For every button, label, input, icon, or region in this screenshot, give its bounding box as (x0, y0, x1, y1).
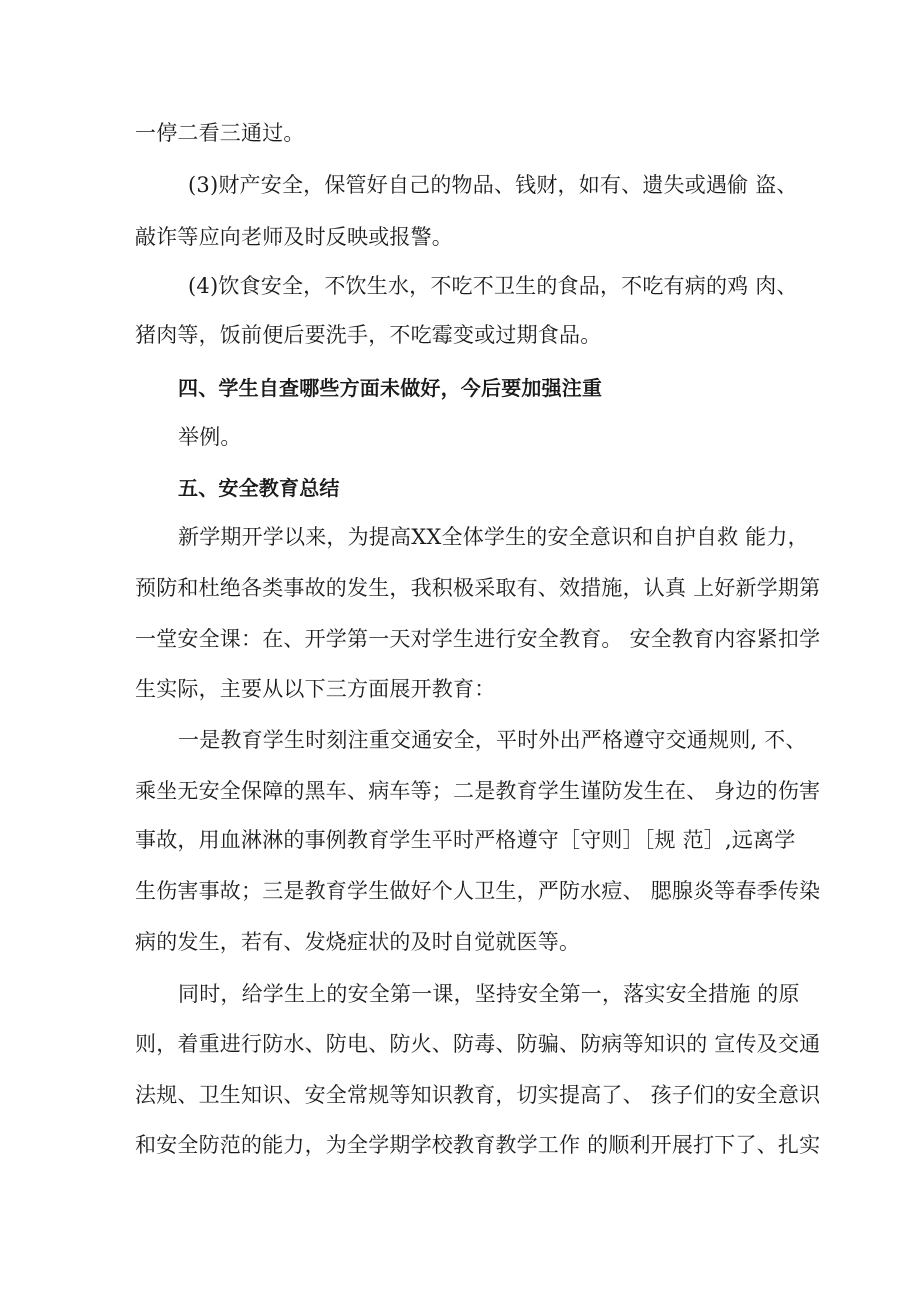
text-line: 法规、卫生知识、安全常规等知识教育，切实提高了、 孩子们的安全意识 (135, 1083, 821, 1107)
text-line: 生实际，主要从以下三方面展开教育： (135, 677, 496, 701)
text-line: 一堂安全课：在、开学第一天对学生进行安全教育。 安全教育内容紧扣学 (135, 627, 821, 651)
text-line: 则，着重进行防水、防电、防火、防毒、防骗、防病等知识的 宣传及交通 (135, 1032, 821, 1056)
text-line: 事故，用血淋淋的事例教育学生平时严格遵守［守则］［规 范］,远离学 (135, 828, 796, 852)
text-line: 新学期开学以来，为提高XX全体学生的安全意识和自护自救 能力， (178, 525, 809, 549)
text-line: 和安全防范的能力，为全学期学校教育教学工作 的顺利开展打下了、扎实 (135, 1133, 821, 1157)
text-line: 乘坐无安全保障的黑车、病车等；二是教育学生谨防发生在、 身边的伤害 (135, 779, 821, 803)
text-line: 病的发生，若有、发烧症状的及时自觉就医等。 (135, 930, 581, 954)
text-line: (4)饮食安全，不饮生水，不吃不卫生的食品，不吃有病的鸡 肉、 (188, 274, 798, 298)
section-heading: 五、安全教育总结 (178, 476, 340, 500)
text-line: 预防和杜绝各类事故的发生，我积极采取有、效措施，认真 上好新学期第 (135, 576, 821, 600)
text-line: 一停二看三通过。 (135, 121, 305, 145)
text-line: 生伤害事故；三是教育学生做好个人卫生，严防水痘、 腮腺炎等春季传染 (135, 879, 821, 903)
text-line: 一是教育学生时刻注重交通安全，平时外出严格遵守交通规则, 不、 (178, 728, 807, 752)
text-line: 举例。 (178, 425, 242, 449)
section-heading: 四、学生自查哪些方面未做好，今后要加强注重 (178, 376, 603, 400)
text-line: (3)财产安全，保管好自己的物品、钱财，如有、遗失或遇偷 盗、 (188, 173, 798, 197)
text-line: 敲诈等应向老师及时反映或报警。 (135, 225, 453, 249)
text-line: 猪肉等，饭前便后要洗手，不吃霉变或过期食品。 (135, 323, 602, 347)
text-line: 同时，给学生上的安全第一课，坚持安全第一，落实安全措施 的原 (178, 982, 800, 1006)
